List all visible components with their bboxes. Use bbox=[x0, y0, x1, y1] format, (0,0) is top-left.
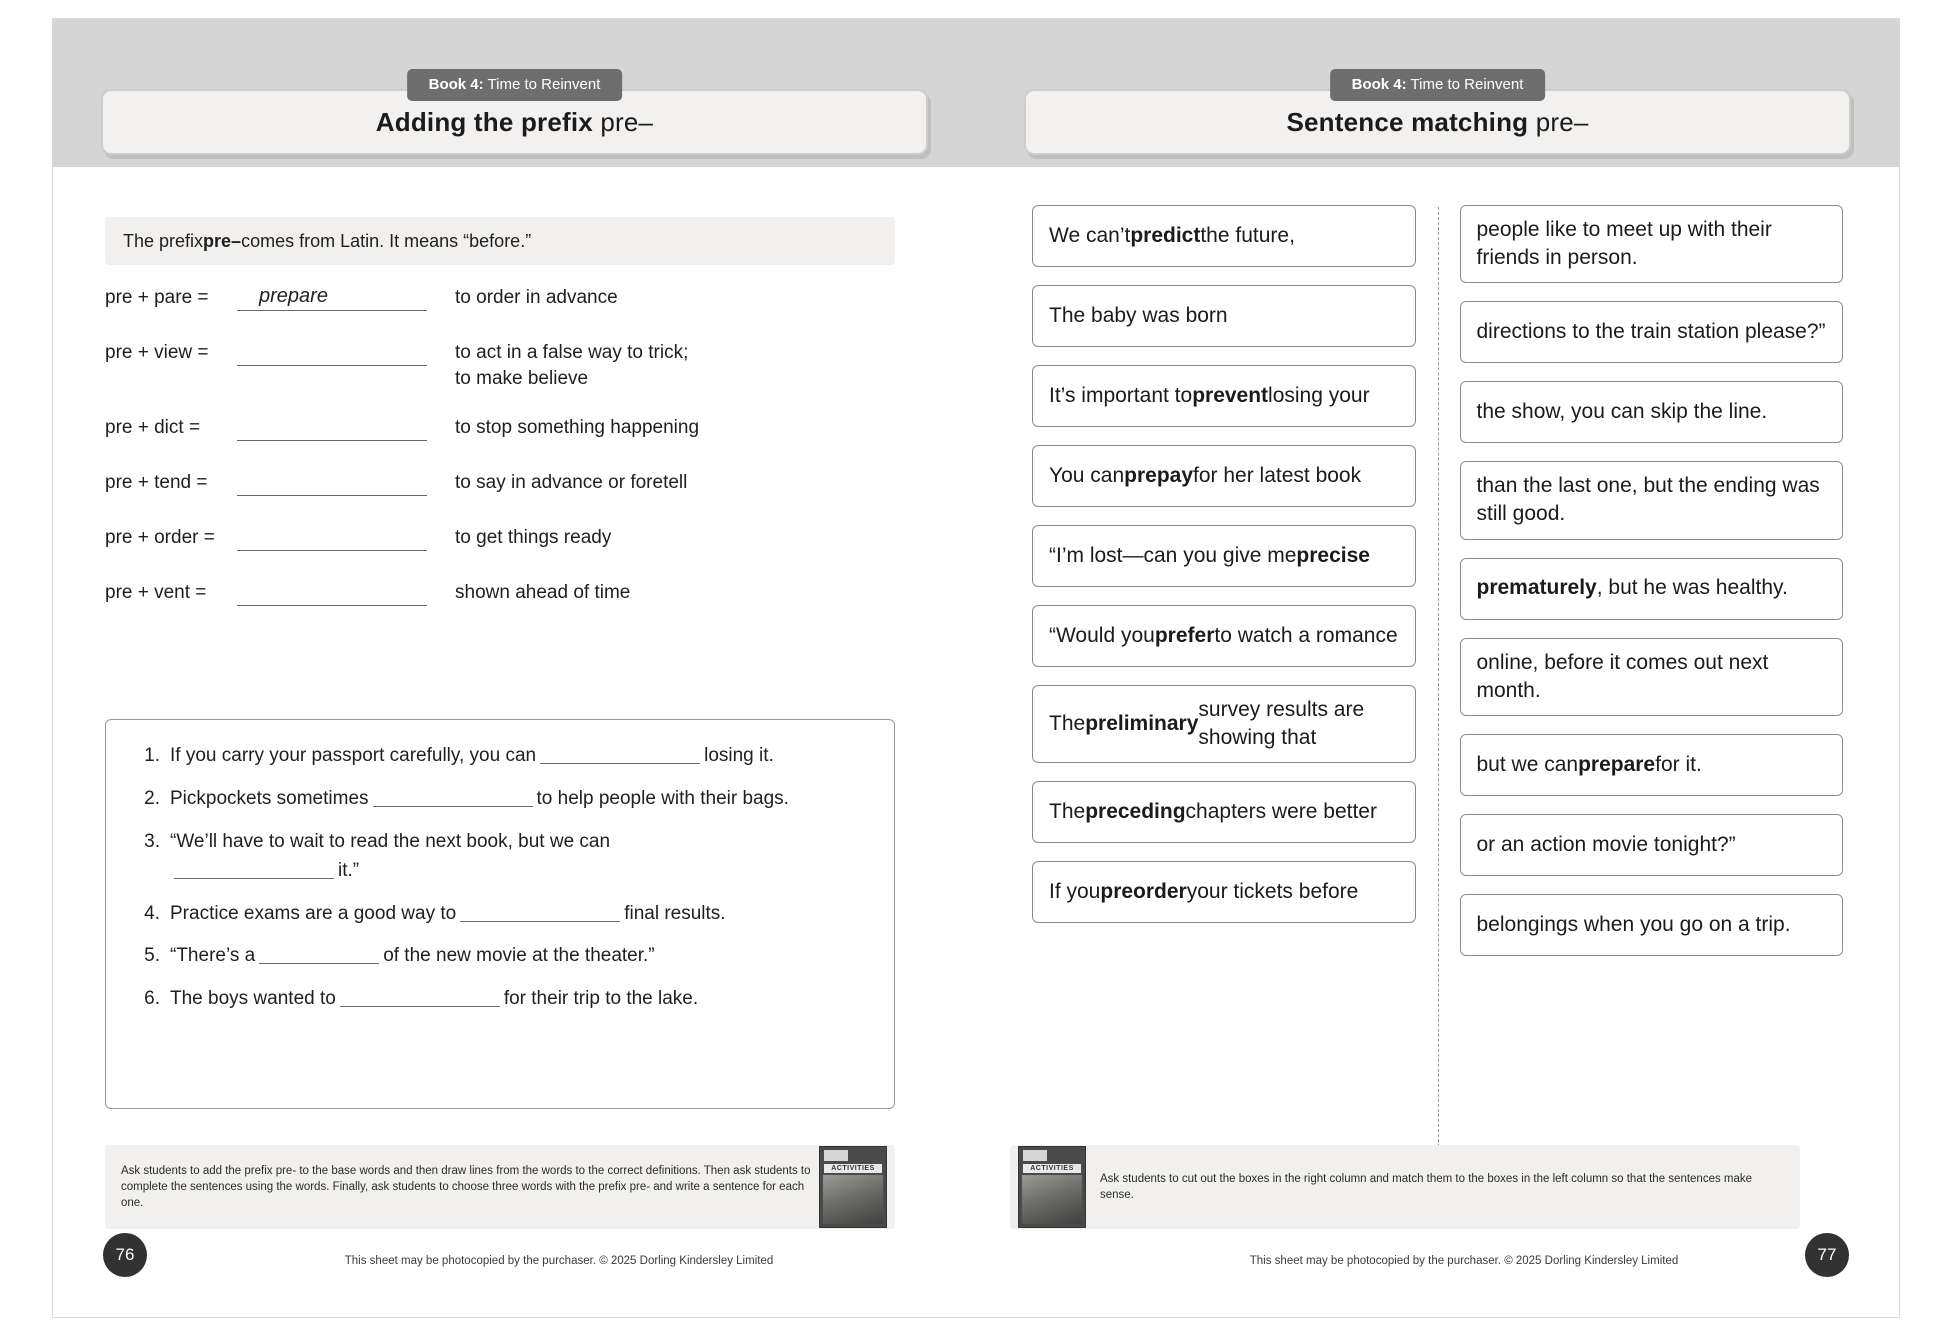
sentence-number: 3. bbox=[144, 830, 160, 852]
card-text-bold: preorder bbox=[1100, 880, 1187, 904]
word-equation: pre + pare = bbox=[105, 287, 209, 308]
left-book-tag-bold: Book 4: bbox=[428, 76, 484, 93]
answer-blank[interactable] bbox=[237, 338, 427, 368]
word-equation: pre + tend = bbox=[105, 472, 208, 494]
sentence-item bbox=[132, 742, 868, 771]
definition-text: to say in advance or foretell bbox=[455, 472, 688, 494]
left-teacher-note bbox=[105, 1145, 895, 1229]
thumbnail-image bbox=[823, 1175, 883, 1224]
card-text-pre: the show, you can skip the line. bbox=[1476, 400, 1768, 424]
card-text-post: , but he was healthy. bbox=[1596, 576, 1788, 600]
word-row bbox=[105, 413, 905, 447]
sentence-part-2: final results. bbox=[624, 902, 726, 924]
card-text-pre: or an action movie tonight?” bbox=[1476, 832, 1736, 856]
word-equation: pre + view = bbox=[105, 342, 209, 363]
sentence-body bbox=[170, 742, 868, 771]
card-text-bold: prepay bbox=[1124, 463, 1194, 487]
sentence-blank[interactable] bbox=[373, 806, 533, 807]
answer-blank[interactable] bbox=[237, 523, 427, 553]
sentence-start-card[interactable] bbox=[1032, 365, 1416, 427]
sentence-item bbox=[132, 942, 868, 971]
card-text-pre: You can bbox=[1049, 463, 1125, 487]
card-text-post: for her latest book bbox=[1193, 463, 1362, 487]
sentence-blank[interactable] bbox=[174, 878, 334, 879]
card-text-pre: It’s important to bbox=[1049, 383, 1193, 407]
card-text-bold: prepare bbox=[1578, 752, 1656, 776]
right-title-bold: Sentence matching bbox=[1286, 106, 1536, 137]
book-cover-thumbnail bbox=[1018, 1146, 1086, 1228]
sentence-start-card[interactable] bbox=[1032, 285, 1416, 347]
sentence-part-1: If you carry your passport carefully, you can bbox=[170, 745, 537, 766]
sentence-end-card[interactable] bbox=[1460, 301, 1844, 363]
worksheet-spread bbox=[52, 18, 1900, 1318]
answer-underline bbox=[237, 310, 427, 311]
answer-underline bbox=[237, 440, 427, 441]
left-page-number: 76 bbox=[103, 1233, 147, 1277]
definition-text: shown ahead of time bbox=[455, 582, 631, 604]
sentence-blank[interactable] bbox=[340, 1006, 500, 1007]
sentence-number: 6. bbox=[144, 988, 160, 1010]
sentence-end-card[interactable] bbox=[1460, 205, 1844, 283]
sentence-part-1: Practice exams are a good way to bbox=[170, 902, 457, 924]
left-title-bold: Adding the prefix bbox=[375, 106, 601, 137]
sentence-end-card[interactable] bbox=[1460, 638, 1844, 716]
answer-blank[interactable] bbox=[237, 283, 427, 313]
sentence-end-card[interactable] bbox=[1460, 381, 1844, 443]
sentence-start-card[interactable] bbox=[1032, 861, 1416, 923]
right-header bbox=[1024, 69, 1851, 151]
sentence-start-column bbox=[1010, 205, 1438, 974]
card-text-post: losing your bbox=[1268, 383, 1370, 407]
sentence-number: 5. bbox=[144, 945, 160, 967]
left-page-title bbox=[376, 107, 653, 138]
card-text-bold: precise bbox=[1296, 543, 1370, 567]
card-text-post: chapters were better bbox=[1185, 800, 1377, 824]
right-book-tag bbox=[1330, 69, 1546, 101]
sentence-body bbox=[170, 900, 868, 929]
definition-text: to order in advance bbox=[455, 287, 618, 308]
fill-in-sentences-box bbox=[105, 719, 895, 1109]
card-text-post: the future, bbox=[1200, 223, 1295, 247]
sentence-part-2: losing it. bbox=[704, 745, 774, 766]
card-text-post: survey results are showing that bbox=[1198, 698, 1365, 750]
word-row bbox=[105, 468, 905, 502]
card-text-post: to watch a romance bbox=[1214, 623, 1398, 647]
sentence-start-card[interactable] bbox=[1032, 781, 1416, 843]
sentence-end-card[interactable] bbox=[1460, 894, 1844, 956]
card-text-bold: prematurely bbox=[1476, 576, 1597, 600]
right-worksheet bbox=[976, 19, 1899, 1317]
left-teacher-note-text: Ask students to add the prefix pre- to the base words and then draw lines from the words to the correct definitions. Then ask students to complete the sentences using the words. Finally, ask students to choose three words with the prefix pre- and write a sentence for each one. bbox=[121, 1164, 811, 1210]
sentence-matching-area bbox=[1010, 205, 1865, 974]
left-copyright: This sheet may be photocopied by the purchaser. © 2025 Dorling Kindersley Limited bbox=[344, 1255, 774, 1267]
thumbnail-logo bbox=[824, 1150, 848, 1161]
intro-pre-text: The prefix bbox=[123, 230, 204, 251]
sentence-body bbox=[170, 942, 868, 971]
thumbnail-label: ACTIVITIES bbox=[1023, 1164, 1081, 1173]
right-teacher-note bbox=[1010, 1145, 1800, 1229]
sentence-start-card[interactable] bbox=[1032, 605, 1416, 667]
sentence-part-2: for their trip to the lake. bbox=[503, 988, 699, 1010]
sentence-start-card[interactable] bbox=[1032, 685, 1416, 763]
answer-underline bbox=[237, 495, 427, 496]
word-building-list bbox=[105, 283, 905, 633]
thumbnail-logo bbox=[1023, 1150, 1047, 1161]
sentence-blank[interactable] bbox=[540, 763, 700, 764]
card-text-pre: We can’t bbox=[1049, 223, 1131, 247]
card-text-bold: preceding bbox=[1085, 800, 1186, 824]
answer-blank[interactable] bbox=[237, 578, 427, 608]
left-book-tag bbox=[407, 69, 623, 101]
sentence-item bbox=[132, 785, 868, 814]
sentence-part-2: it.” bbox=[338, 859, 360, 881]
word-equation: pre + order = bbox=[105, 527, 215, 549]
word-row bbox=[105, 338, 905, 392]
right-book-tag-bold: Book 4: bbox=[1351, 76, 1407, 93]
sentence-part-2: of the new movie at the theater.” bbox=[383, 945, 655, 967]
sentence-body bbox=[170, 828, 868, 886]
right-copyright: This sheet may be photocopied by the purchaser. © 2025 Dorling Kindersley Limited bbox=[1249, 1255, 1679, 1267]
answer-underline bbox=[237, 605, 427, 606]
card-text-bold: preliminary bbox=[1085, 712, 1199, 736]
card-text-pre: The baby was born bbox=[1049, 303, 1228, 327]
sentence-number: 4. bbox=[144, 902, 160, 924]
sentence-blank[interactable] bbox=[259, 963, 379, 964]
sentence-blank[interactable] bbox=[460, 921, 620, 922]
definition-text: to act in a false way to trick; to make believe bbox=[455, 342, 689, 390]
answer-underline bbox=[237, 365, 427, 366]
card-text-pre: people like to meet up with their friends in person. bbox=[1476, 218, 1772, 270]
card-text-pre: “I’m lost—can you give me bbox=[1049, 543, 1297, 567]
sentence-part-1: “There’s a bbox=[170, 945, 256, 967]
book-cover-thumbnail bbox=[819, 1146, 887, 1228]
sentence-start-card[interactable] bbox=[1032, 525, 1416, 587]
definition-text: to get things ready bbox=[455, 527, 612, 549]
card-text-pre: online, before it comes out next month. bbox=[1476, 650, 1769, 702]
card-text-pre: belongings when you go on a trip. bbox=[1476, 912, 1791, 936]
card-text-pre: If you bbox=[1049, 880, 1101, 904]
right-teacher-note-text: Ask students to cut out the boxes in the right column and match them to the boxes in the left column so that the sentences make sense. bbox=[1100, 1172, 1753, 1201]
sentence-start-card[interactable] bbox=[1032, 445, 1416, 507]
answer-value: prepare bbox=[259, 285, 328, 307]
thumbnail-image bbox=[1022, 1175, 1082, 1224]
left-header bbox=[101, 69, 928, 151]
sentence-item bbox=[132, 900, 868, 929]
sentence-body bbox=[170, 985, 868, 1014]
sentence-end-card[interactable] bbox=[1460, 461, 1844, 539]
card-text-pre: but we can bbox=[1476, 752, 1579, 776]
sentence-number: 2. bbox=[144, 787, 160, 809]
sentence-part-1: Pickpockets sometimes bbox=[170, 787, 369, 809]
answer-blank[interactable] bbox=[237, 468, 427, 498]
card-text-pre: The bbox=[1049, 712, 1086, 736]
sentence-end-card[interactable] bbox=[1460, 558, 1844, 620]
word-row bbox=[105, 283, 905, 317]
right-title-light: pre– bbox=[1535, 106, 1589, 137]
right-book-tag-rest: Time to Reinvent bbox=[1406, 76, 1524, 93]
card-text-bold: prevent bbox=[1192, 383, 1269, 407]
sentence-number: 1. bbox=[144, 745, 160, 766]
sentence-item bbox=[132, 828, 868, 886]
answer-underline bbox=[237, 550, 427, 551]
card-text-pre: The bbox=[1049, 800, 1086, 824]
card-text-bold: prefer bbox=[1154, 623, 1215, 647]
sentence-part-1: “We’ll have to wait to read the next book, but we can bbox=[170, 830, 611, 852]
sentence-part-1: The boys wanted to bbox=[170, 988, 336, 1010]
word-equation: pre + dict = bbox=[105, 417, 201, 439]
left-title-light: pre– bbox=[600, 106, 654, 137]
sentence-end-card[interactable] bbox=[1460, 734, 1844, 796]
intro-post-text: comes from Latin. It means “before.” bbox=[241, 230, 532, 251]
card-text-pre: directions to the train station please?” bbox=[1476, 320, 1826, 344]
card-text-post: for it. bbox=[1655, 752, 1702, 776]
sentence-part-2: to help people with their bags. bbox=[536, 787, 789, 809]
card-text-pre: “Would you bbox=[1049, 623, 1155, 647]
thumbnail-label: ACTIVITIES bbox=[824, 1164, 882, 1173]
sentence-end-card[interactable] bbox=[1460, 814, 1844, 876]
definition-text: to stop something happening bbox=[455, 417, 700, 439]
left-worksheet bbox=[53, 19, 976, 1317]
sentence-item bbox=[132, 985, 868, 1014]
card-text-post: your tickets before bbox=[1186, 880, 1359, 904]
card-text-pre: than the last one, but the ending was still good. bbox=[1476, 474, 1820, 526]
prefix-definition-box bbox=[105, 217, 895, 265]
word-row bbox=[105, 523, 905, 557]
sentence-body bbox=[170, 785, 868, 814]
left-book-tag-rest: Time to Reinvent bbox=[483, 76, 601, 93]
answer-blank[interactable] bbox=[237, 413, 427, 443]
right-page-title bbox=[1286, 107, 1588, 138]
sentence-start-card[interactable] bbox=[1032, 205, 1416, 267]
intro-bold-text: pre– bbox=[203, 230, 242, 251]
right-page-number: 77 bbox=[1805, 1233, 1849, 1277]
sentence-end-column bbox=[1438, 205, 1866, 974]
card-text-bold: predict bbox=[1130, 223, 1201, 247]
word-equation: pre + vent = bbox=[105, 582, 207, 604]
word-row bbox=[105, 578, 905, 612]
